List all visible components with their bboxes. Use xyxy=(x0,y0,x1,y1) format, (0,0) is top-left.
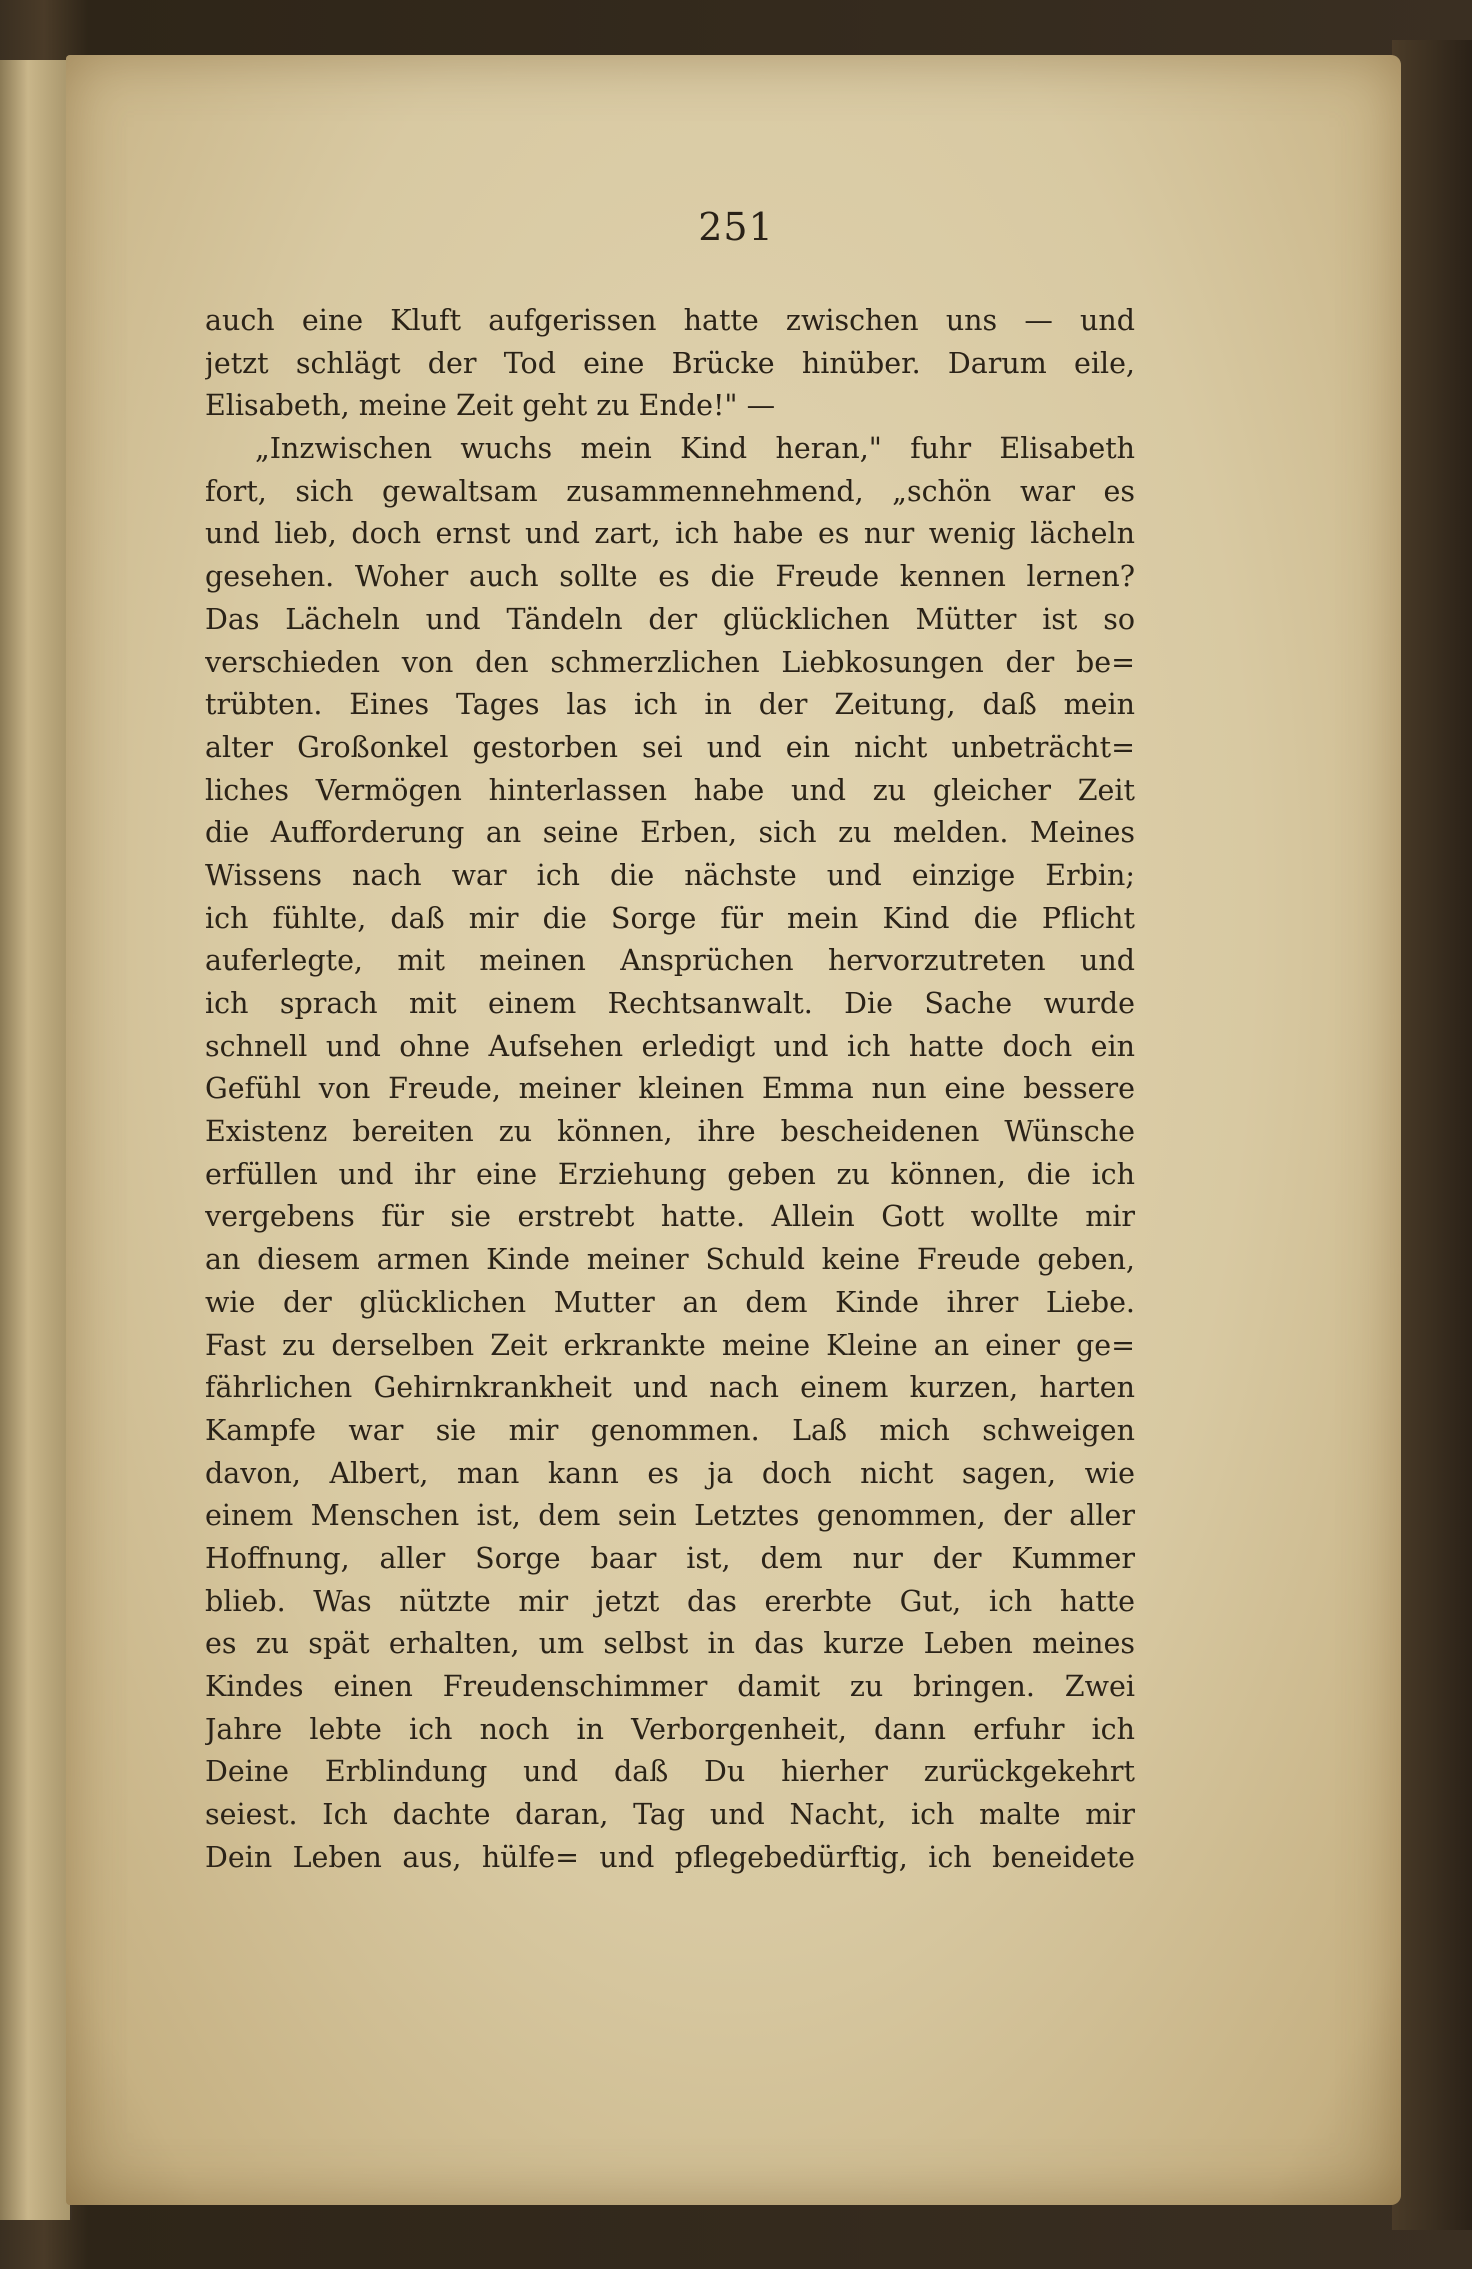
text-line: trübten. Eines Tages las ich in der Zeitung, daß mein xyxy=(205,688,1135,722)
text-line: Fast zu derselben Zeit erkrankte meine Kleine an einer ge= xyxy=(205,1328,1135,1362)
book-cover-edge xyxy=(1392,40,1472,2230)
text-line: alter Großonkel gestorben sei und ein nicht unbeträcht= xyxy=(205,730,1135,764)
text-line: Das Lächeln und Tändeln der glücklichen Mütter ist so xyxy=(205,602,1135,636)
text-line: auferlegte, mit meinen Ansprüchen hervorzutreten und xyxy=(205,944,1135,978)
text-line: schnell und ohne Aufsehen erledigt und ich hatte doch ein xyxy=(205,1029,1135,1063)
text-line: Hoffnung, aller Sorge baar ist, dem nur der Kummer xyxy=(205,1541,1135,1575)
text-line: Deine Erblindung und daß Du hierher zurückgekehrt xyxy=(205,1755,1135,1789)
text-line: „Inzwischen wuchs mein Kind heran," fuhr Elisabeth xyxy=(255,432,1135,466)
text-line: fährlichen Gehirnkrankheit und nach einem kurzen, harten xyxy=(205,1371,1135,1405)
text-line: Dein Leben aus, hülfe= und pflegebedürftig, ich beneidete xyxy=(205,1840,1135,1874)
text-line: erfüllen und ihr eine Erziehung geben zu können, die ich xyxy=(205,1157,1135,1191)
text-line: ich sprach mit einem Rechtsanwalt. Die Sache wurde xyxy=(205,987,1135,1020)
text-line: und lieb, doch ernst und zart, ich habe es nur wenig lächeln xyxy=(205,517,1135,551)
text-line: Elisabeth, meine Zeit geht zu Ende!" — xyxy=(205,389,776,423)
text-line: es zu spät erhalten, um selbst in das kurze Leben meines xyxy=(205,1627,1135,1661)
text-line: liches Vermögen hinterlassen habe und zu gleicher Zeit xyxy=(205,773,1135,807)
text-line: an diesem armen Kinde meiner Schuld keine Freude geben, xyxy=(205,1243,1135,1277)
text-line: Kampfe war sie mir genommen. Laß mich schweigen xyxy=(205,1413,1135,1447)
text-line: blieb. Was nützte mir jetzt das ererbte Gut, ich hatte xyxy=(205,1584,1135,1618)
text-line: auch eine Kluft aufgerissen hatte zwischen uns — und xyxy=(205,304,1135,337)
page-text xyxy=(205,300,1135,1879)
text-line: Gefühl von Freude, meiner kleinen Emma nun eine bessere xyxy=(205,1072,1135,1106)
text-line: Kindes einen Freudenschimmer damit zu bringen. Zwei xyxy=(205,1670,1135,1703)
text-line: Jahre lebte ich noch in Verborgenheit, dann erfuhr ich xyxy=(205,1712,1135,1746)
text-line: fort, sich gewaltsam zusammennehmend, „schön war es xyxy=(205,474,1135,508)
text-line: jetzt schlägt der Tod eine Brücke hinüber. Darum eile, xyxy=(205,346,1135,380)
previous-page-edge xyxy=(0,60,72,2220)
text-line: wie der glücklichen Mutter an dem Kinde ihrer Liebe. xyxy=(205,1285,1135,1319)
text-line: ich fühlte, daß mir die Sorge für mein Kind die Pflicht xyxy=(205,901,1135,935)
text-line: die Aufforderung an seine Erben, sich zu melden. Meines xyxy=(205,816,1135,850)
text-line: Existenz bereiten zu können, ihre bescheidenen Wünsche xyxy=(205,1115,1135,1149)
text-line: verschieden von den schmerzlichen Liebkosungen der be= xyxy=(205,645,1135,679)
text-line: davon, Albert, man kann es ja doch nicht sagen, wie xyxy=(205,1456,1135,1490)
page-number: 251 xyxy=(698,205,774,249)
text-line: gesehen. Woher auch sollte es die Freude kennen lernen? xyxy=(205,560,1135,594)
text-line: seiest. Ich dachte daran, Tag und Nacht, ich malte mir xyxy=(205,1798,1135,1832)
text-line: einem Menschen ist, dem sein Letztes genommen, der aller xyxy=(205,1499,1135,1533)
text-line: vergebens für sie erstrebt hatte. Allein Gott wollte mir xyxy=(205,1200,1135,1234)
text-line: Wissens nach war ich die nächste und einzige Erbin; xyxy=(205,858,1135,892)
